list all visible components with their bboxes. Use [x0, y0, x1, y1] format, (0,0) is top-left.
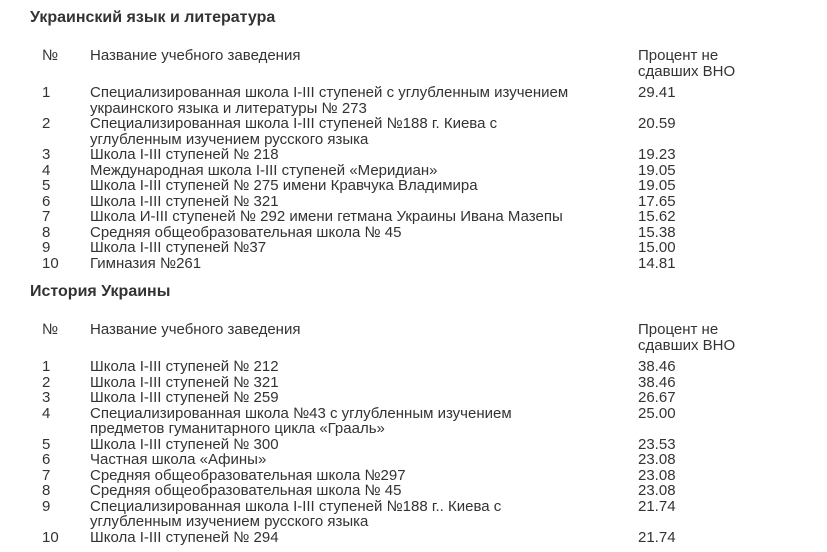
- cell-percent: 17.65: [638, 192, 676, 210]
- cell-school-name: Школа I-III ступеней № 259: [90, 389, 279, 406]
- table-row: [42, 437, 758, 453]
- table-row: [42, 375, 758, 391]
- cell-num: 2: [42, 373, 51, 391]
- cell-num: 9: [42, 239, 51, 256]
- cell-school-name: Школа I-III ступеней № 321: [90, 192, 279, 210]
- table-row: [42, 209, 758, 225]
- cell-school-name: Школа I-III ступеней № 294: [90, 528, 279, 546]
- cell-percent: 15.62: [638, 208, 676, 225]
- cell-num: 8: [42, 482, 51, 499]
- col-header-percent: Процент не сдавших ВНО: [638, 47, 736, 80]
- cell-percent: 21.74: [638, 497, 676, 515]
- cell-school-name: Школа И-III ступеней № 292 имени гетмана Украины Ивана Мазепы: [90, 208, 563, 225]
- cell-percent: 38.46: [638, 358, 676, 375]
- cell-num: 3: [42, 146, 51, 163]
- table-header-row: [42, 48, 758, 85]
- col-header-name: Название учебного заведения: [90, 47, 301, 64]
- table-row: [42, 468, 758, 484]
- cell-school-name: Специализированная школа №43 с углубленным изучением предметов гуманитарного цикла «Грааль»: [90, 404, 512, 437]
- table-row: [42, 406, 758, 437]
- cell-num: 2: [42, 115, 51, 132]
- cell-num: 9: [42, 497, 51, 515]
- table-row: [42, 530, 758, 546]
- cell-school-name: Специализированная школа I-III ступеней №188 г. Киева с углубленным изучением русского языка: [90, 115, 498, 148]
- table-row: [42, 194, 758, 210]
- table-row: [42, 116, 758, 147]
- cell-school-name: Школа I-III ступеней № 275 имени Кравчука Владимира: [90, 177, 478, 194]
- cell-percent: 26.67: [638, 389, 676, 406]
- table-row: [42, 499, 758, 530]
- cell-school-name: Специализированная школа I-III ступеней с углубленным изучением украинского языка и литературы № 273: [90, 84, 569, 117]
- cell-num: 1: [42, 358, 51, 375]
- cell-percent: 15.00: [638, 239, 676, 256]
- table-row: [42, 178, 758, 194]
- cell-percent: 19.23: [638, 146, 676, 163]
- cell-num: 4: [42, 161, 51, 179]
- cell-school-name: Школа I-III ступеней № 212: [90, 358, 279, 375]
- cell-num: 3: [42, 389, 51, 406]
- cell-school-name: Частная школа «Афины»: [90, 451, 267, 468]
- section-title: Украинский язык и литература: [30, 9, 276, 26]
- cell-percent: 38.46: [638, 373, 676, 391]
- results-table: [42, 322, 758, 545]
- cell-school-name: Средняя общеобразовательная школа № 45: [90, 223, 402, 241]
- table-row: [42, 85, 758, 116]
- cell-school-name: Школа I-III ступеней № 218: [90, 146, 279, 163]
- col-header-num: №: [42, 321, 59, 338]
- table-row: [42, 256, 758, 272]
- table-row: [42, 147, 758, 163]
- table-row: [42, 483, 758, 499]
- cell-school-name: Школа I-III ступеней № 300: [90, 435, 279, 453]
- cell-school-name: Гимназия №261: [90, 254, 202, 272]
- cell-num: 6: [42, 192, 51, 210]
- cell-school-name: Школа I-III ступеней № 321: [90, 373, 279, 391]
- table-row: [42, 225, 758, 241]
- cell-num: 10: [42, 254, 59, 272]
- col-header-name: Название учебного заведения: [90, 321, 301, 338]
- cell-num: 10: [42, 528, 59, 546]
- cell-percent: 21.74: [638, 528, 676, 546]
- section-title: История Украины: [30, 283, 171, 300]
- table-header-row: [42, 322, 758, 359]
- cell-num: 7: [42, 208, 51, 225]
- cell-num: 4: [42, 404, 51, 422]
- cell-percent: 15.38: [638, 223, 676, 241]
- cell-num: 7: [42, 466, 51, 484]
- cell-percent: 19.05: [638, 161, 676, 179]
- table-row: [42, 240, 758, 256]
- col-header-num: №: [42, 47, 59, 64]
- cell-num: 1: [42, 84, 51, 101]
- table-row: [42, 163, 758, 179]
- cell-percent: 14.81: [638, 254, 676, 272]
- cell-num: 8: [42, 223, 51, 241]
- cell-percent: 23.08: [638, 466, 676, 484]
- cell-percent: 25.00: [638, 404, 676, 422]
- col-header-percent: Процент не сдавших ВНО: [638, 321, 736, 354]
- cell-school-name: Средняя общеобразовательная школа №297: [90, 466, 406, 484]
- results-table: [42, 48, 758, 271]
- table-row: [42, 452, 758, 468]
- cell-school-name: Средняя общеобразовательная школа № 45: [90, 482, 402, 499]
- table-row: [42, 359, 758, 375]
- cell-percent: 23.08: [638, 451, 676, 468]
- cell-percent: 29.41: [638, 84, 676, 101]
- cell-percent: 23.53: [638, 435, 676, 453]
- cell-percent: 23.08: [638, 482, 676, 499]
- cell-num: 6: [42, 451, 51, 468]
- cell-school-name: Школа I-III ступеней №37: [90, 239, 267, 256]
- table-row: [42, 390, 758, 406]
- cell-percent: 20.59: [638, 115, 676, 132]
- cell-school-name: Специализированная школа I-III ступеней №188 г.. Киева с углубленным изучением русского языка: [90, 497, 502, 530]
- subject-section-ukrainian-language: [30, 9, 827, 271]
- cell-num: 5: [42, 435, 51, 453]
- cell-percent: 19.05: [638, 177, 676, 194]
- subject-section-history-ukraine: [30, 283, 827, 545]
- cell-num: 5: [42, 177, 51, 194]
- cell-school-name: Международная школа I-III ступеней «Меридиан»: [90, 161, 438, 179]
